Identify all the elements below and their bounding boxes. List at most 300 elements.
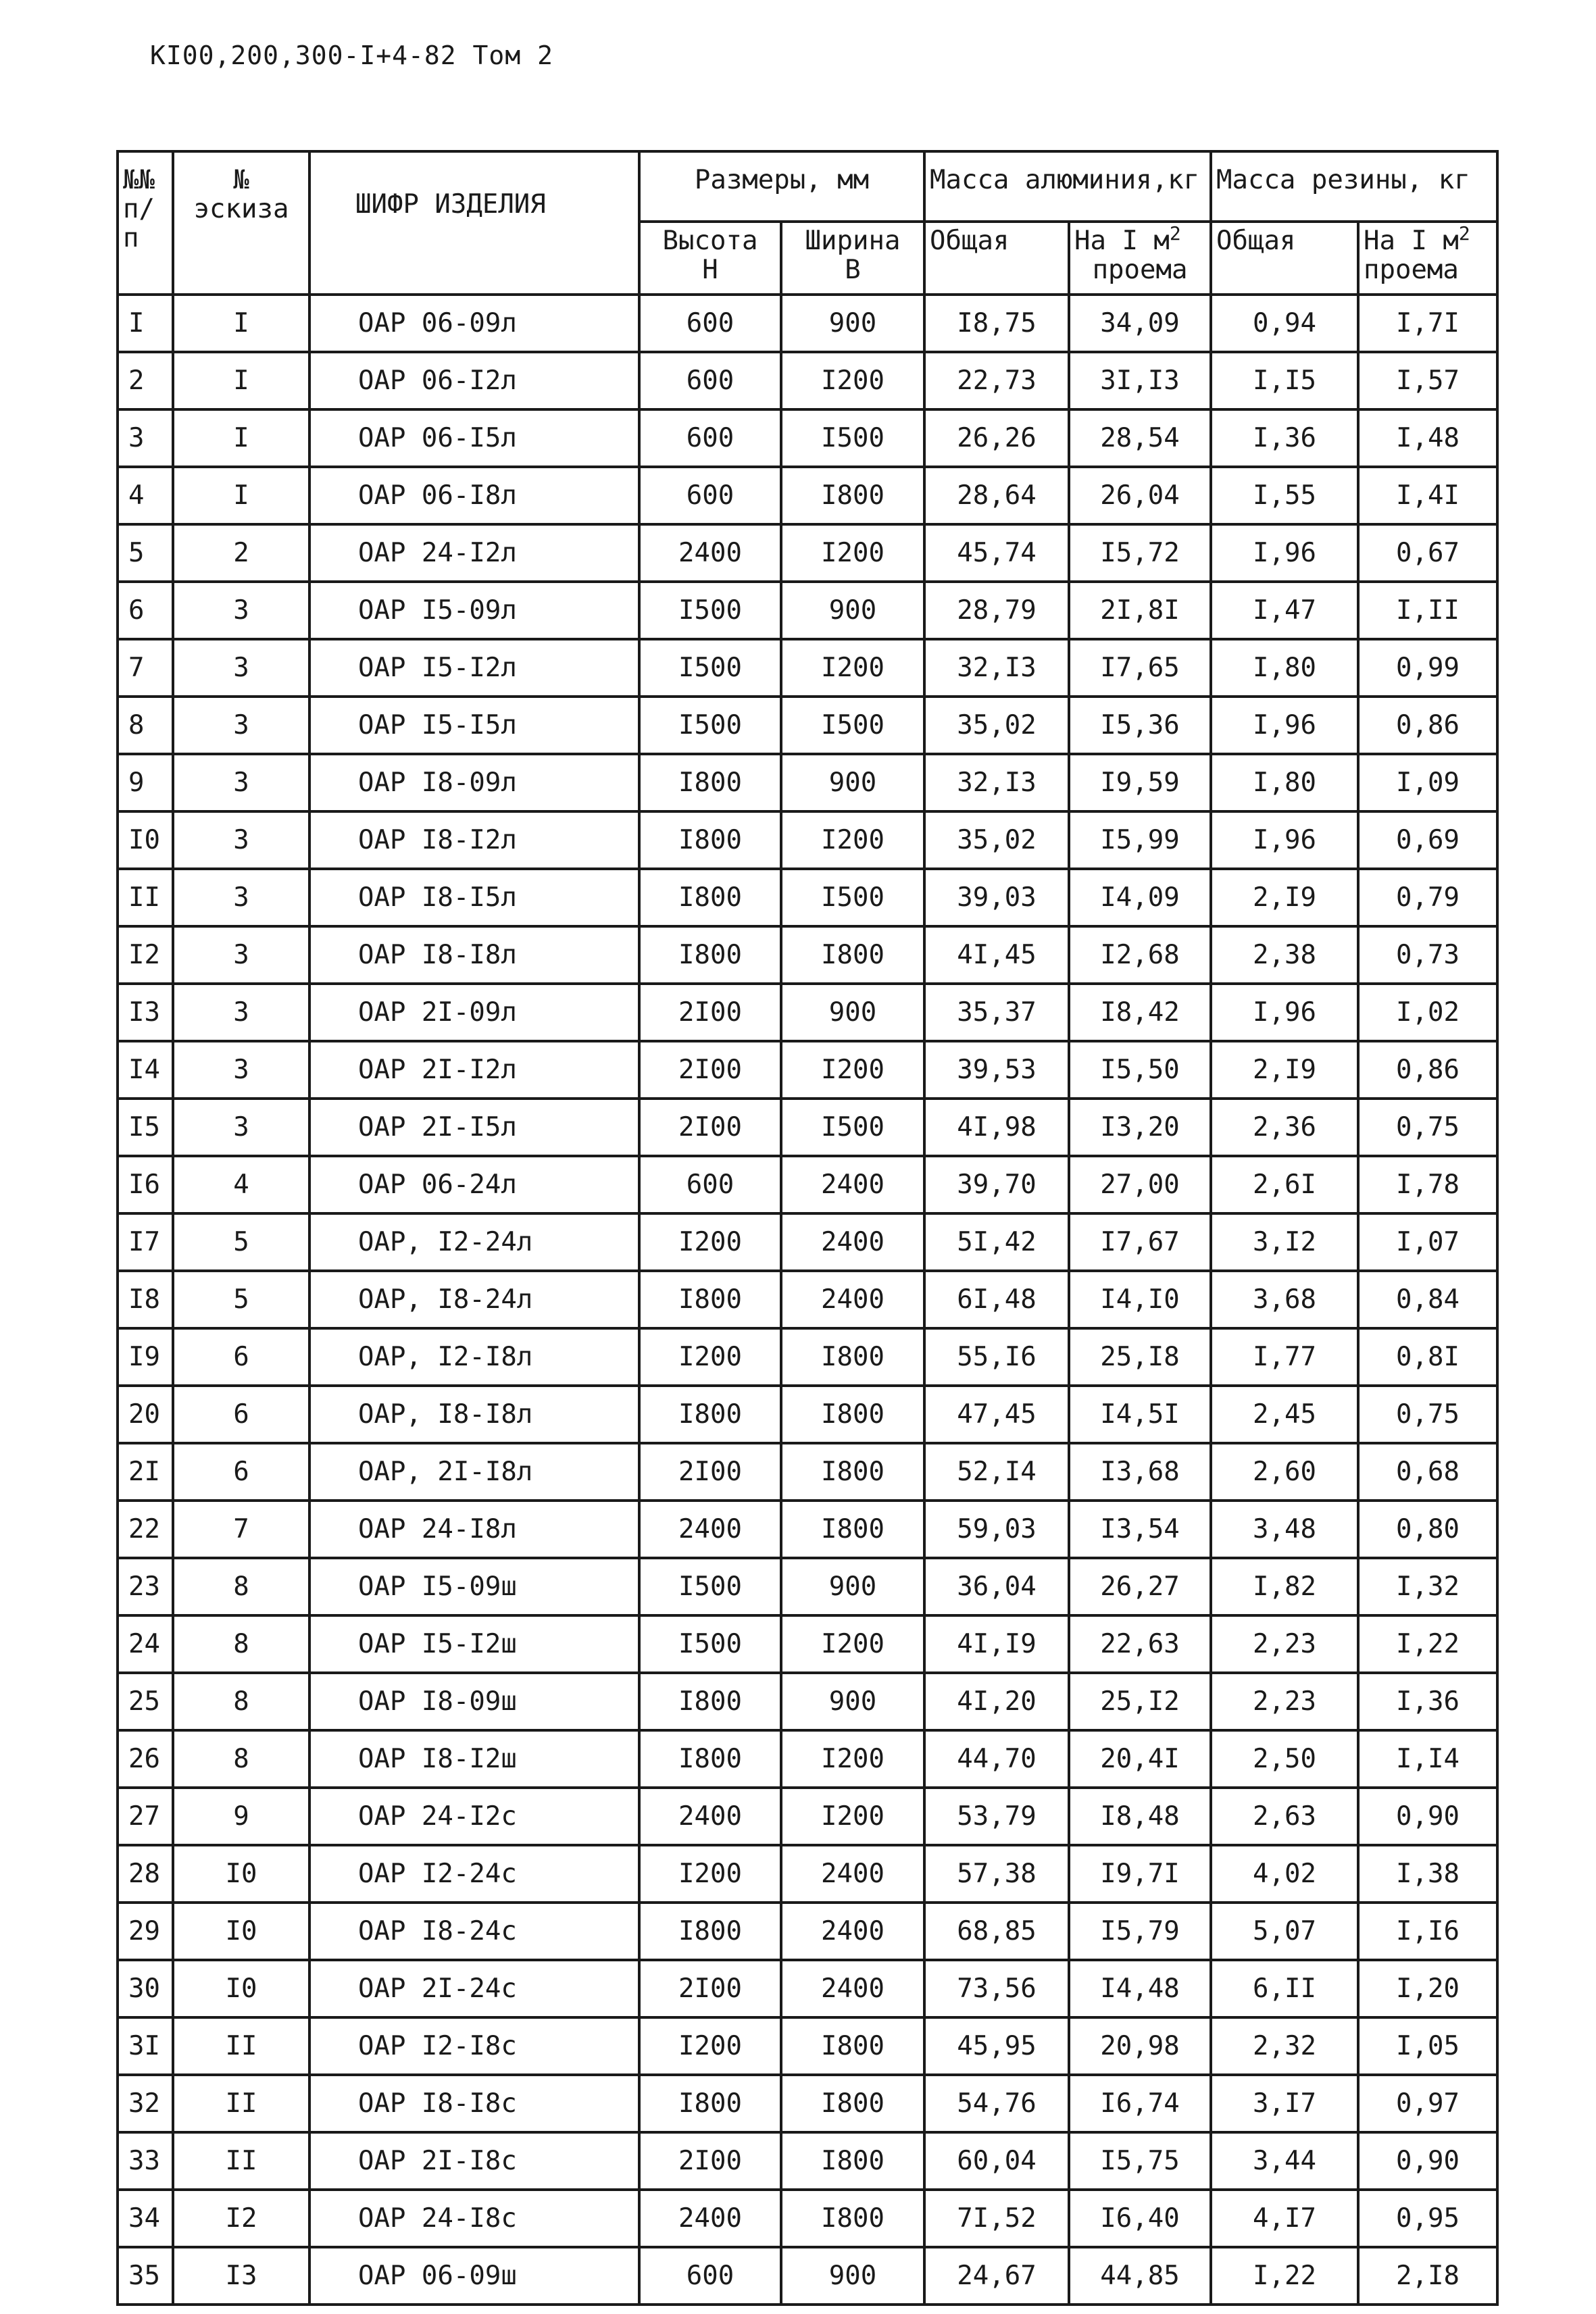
header-sizes: Размеры, мм [639,151,924,222]
cell-height: I800 [639,1730,781,1788]
table-row [118,1386,1497,1443]
cell-product-code: ОАР 06-I5л [309,409,639,467]
table-row [118,1845,1497,1903]
cell-rubber-per-m2: I,22 [1358,1615,1497,1673]
cell-width: I200 [781,1730,924,1788]
cell-height: I200 [639,1328,781,1386]
cell-height: I800 [639,926,781,984]
cell-height: I800 [639,1271,781,1328]
cell-width: I500 [781,869,924,926]
cell-row-number: 32 [118,2075,173,2132]
cell-rubber-total: I,80 [1211,754,1358,811]
cell-sketch-number: 9 [173,1788,309,1845]
header-sketch-number: № эскиза [173,151,309,295]
cell-alu-total: 47,45 [924,1386,1069,1443]
cell-alu-per-m2: I2,68 [1069,926,1211,984]
cell-alu-total: 35,02 [924,811,1069,869]
cell-rubber-total: 2,23 [1211,1615,1358,1673]
cell-alu-per-m2: 3I,I3 [1069,352,1211,409]
cell-row-number: 30 [118,1960,173,2017]
cell-product-code: ОАР I5-I2ш [309,1615,639,1673]
table-row [118,1903,1497,1960]
cell-width: I500 [781,697,924,754]
cell-rubber-per-m2: I,57 [1358,352,1497,409]
cell-row-number: 24 [118,1615,173,1673]
cell-row-number: I0 [118,811,173,869]
cell-alu-total: 60,04 [924,2132,1069,2190]
cell-sketch-number: 3 [173,811,309,869]
cell-product-code: ОАР 24-I8с [309,2190,639,2247]
cell-alu-per-m2: I5,72 [1069,524,1211,582]
cell-alu-per-m2: 20,98 [1069,2017,1211,2075]
cell-alu-per-m2: I7,67 [1069,1213,1211,1271]
cell-alu-total: 39,70 [924,1156,1069,1213]
cell-width: I800 [781,2075,924,2132]
cell-rubber-total: 6,II [1211,1960,1358,2017]
cell-height: 2I00 [639,1443,781,1501]
cell-rubber-per-m2: I,38 [1358,1845,1497,1903]
cell-height: 2400 [639,2190,781,2247]
cell-rubber-per-m2: 0,90 [1358,1788,1497,1845]
cell-rubber-total: I,36 [1211,409,1358,467]
cell-row-number: 26 [118,1730,173,1788]
cell-rubber-total: I,47 [1211,582,1358,639]
cell-height: 2I00 [639,1960,781,2017]
cell-product-code: ОАР 24-I2л [309,524,639,582]
cell-alu-total: 57,38 [924,1845,1069,1903]
cell-row-number: 23 [118,1558,173,1615]
cell-rubber-total: I,96 [1211,984,1358,1041]
cell-product-code: ОАР I5-09л [309,582,639,639]
cell-sketch-number: 7 [173,1501,309,1558]
cell-width: I800 [781,1501,924,1558]
cell-alu-total: 39,03 [924,869,1069,926]
cell-alu-per-m2: I5,99 [1069,811,1211,869]
cell-alu-per-m2: I8,42 [1069,984,1211,1041]
cell-rubber-per-m2: I,07 [1358,1213,1497,1271]
cell-product-code: ОАР 2I-09л [309,984,639,1041]
cell-alu-total: 32,I3 [924,639,1069,697]
cell-sketch-number: I0 [173,1903,309,1960]
cell-rubber-total: 3,I2 [1211,1213,1358,1271]
cell-row-number: I3 [118,984,173,1041]
cell-alu-total: 44,70 [924,1730,1069,1788]
table-row [118,467,1497,524]
cell-height: I500 [639,1558,781,1615]
table-row [118,1730,1497,1788]
cell-rubber-total: I,96 [1211,524,1358,582]
header-rubber-per-m2: На I $м^2$ проема [1358,222,1497,295]
cell-alu-total: 45,95 [924,2017,1069,2075]
cell-width: I200 [781,524,924,582]
cell-sketch-number: I [173,295,309,352]
cell-alu-total: 54,76 [924,2075,1069,2132]
cell-row-number: 2I [118,1443,173,1501]
cell-alu-total: I8,75 [924,295,1069,352]
cell-product-code: ОАР, I2-I8л [309,1328,639,1386]
table-row [118,1213,1497,1271]
cell-product-code: ОАР, I2-24л [309,1213,639,1271]
table-row [118,1041,1497,1099]
cell-product-code: ОАР I8-I5л [309,869,639,926]
table-row [118,1501,1497,1558]
cell-rubber-total: 2,32 [1211,2017,1358,2075]
table-row [118,984,1497,1041]
cell-width: I200 [781,1041,924,1099]
cell-height: 2I00 [639,984,781,1041]
table-row [118,1328,1497,1386]
cell-row-number: 20 [118,1386,173,1443]
cell-alu-total: 7I,52 [924,2190,1069,2247]
cell-sketch-number: II [173,2132,309,2190]
cell-sketch-number: 5 [173,1213,309,1271]
cell-row-number: 25 [118,1673,173,1730]
cell-width: 900 [781,754,924,811]
cell-product-code: ОАР I5-I2л [309,639,639,697]
cell-height: I200 [639,2017,781,2075]
cell-alu-total: 4I,98 [924,1099,1069,1156]
cell-alu-per-m2: 22,63 [1069,1615,1211,1673]
cell-sketch-number: I0 [173,1845,309,1903]
cell-row-number: I4 [118,1041,173,1099]
table-row [118,1099,1497,1156]
cell-alu-per-m2: I9,59 [1069,754,1211,811]
cell-width: 2400 [781,1213,924,1271]
cell-width: I200 [781,1615,924,1673]
cell-height: I500 [639,639,781,697]
cell-sketch-number: 6 [173,1386,309,1443]
cell-product-code: ОАР 2I-24с [309,1960,639,2017]
cell-rubber-total: 0,94 [1211,295,1358,352]
cell-width: 2400 [781,1960,924,2017]
cell-alu-per-m2: I5,50 [1069,1041,1211,1099]
cell-rubber-per-m2: 0,86 [1358,697,1497,754]
cell-alu-per-m2: I6,74 [1069,2075,1211,2132]
cell-alu-total: 35,02 [924,697,1069,754]
cell-rubber-per-m2: I,I4 [1358,1730,1497,1788]
cell-height: I800 [639,2075,781,2132]
cell-product-code: ОАР 24-I8л [309,1501,639,1558]
cell-rubber-total: 4,02 [1211,1845,1358,1903]
cell-row-number: I6 [118,1156,173,1213]
cell-height: I500 [639,582,781,639]
cell-alu-total: 6I,48 [924,1271,1069,1328]
cell-sketch-number: 2 [173,524,309,582]
cell-alu-total: 22,73 [924,352,1069,409]
cell-rubber-total: 3,44 [1211,2132,1358,2190]
cell-rubber-total: 2,38 [1211,926,1358,984]
cell-rubber-total: 3,I7 [1211,2075,1358,2132]
cell-width: I200 [781,352,924,409]
table-row [118,409,1497,467]
table-row [118,1615,1497,1673]
cell-alu-per-m2: I9,7I [1069,1845,1211,1903]
table-row [118,1156,1497,1213]
cell-height: I500 [639,697,781,754]
cell-alu-total: 59,03 [924,1501,1069,1558]
cell-product-code: ОАР 2I-I5л [309,1099,639,1156]
cell-rubber-total: 5,07 [1211,1903,1358,1960]
cell-rubber-per-m2: 0,75 [1358,1099,1497,1156]
cell-row-number: I7 [118,1213,173,1271]
cell-rubber-total: 2,23 [1211,1673,1358,1730]
header-aluminium-mass: Масса алюминия,кг [924,151,1211,222]
cell-product-code: ОАР, I8-24л [309,1271,639,1328]
cell-alu-total: 68,85 [924,1903,1069,1960]
table-row [118,1558,1497,1615]
table-row [118,639,1497,697]
cell-width: 2400 [781,1271,924,1328]
cell-rubber-per-m2: I,20 [1358,1960,1497,2017]
cell-sketch-number: II [173,2017,309,2075]
cell-alu-per-m2: I6,40 [1069,2190,1211,2247]
table-row [118,1788,1497,1845]
cell-rubber-per-m2: 0,84 [1358,1271,1497,1328]
header-width: Ширина В [781,222,924,295]
cell-width: I800 [781,2017,924,2075]
cell-width: I200 [781,811,924,869]
cell-width: 2400 [781,1845,924,1903]
cell-product-code: ОАР I8-I2л [309,811,639,869]
cell-rubber-total: 2,63 [1211,1788,1358,1845]
cell-height: I800 [639,869,781,926]
cell-row-number: 27 [118,1788,173,1845]
cell-sketch-number: I [173,352,309,409]
cell-alu-per-m2: I3,20 [1069,1099,1211,1156]
cell-sketch-number: 3 [173,869,309,926]
cell-width: I800 [781,1328,924,1386]
cell-rubber-per-m2: 0,75 [1358,1386,1497,1443]
cell-rubber-per-m2: 0,97 [1358,2075,1497,2132]
cell-alu-per-m2: 26,04 [1069,467,1211,524]
table-row [118,869,1497,926]
cell-sketch-number: I0 [173,1960,309,2017]
cell-row-number: 28 [118,1845,173,1903]
cell-product-code: ОАР I5-I5л [309,697,639,754]
cell-rubber-total: 2,60 [1211,1443,1358,1501]
cell-alu-total: 4I,45 [924,926,1069,984]
cell-rubber-total: 2,I9 [1211,869,1358,926]
cell-height: 2I00 [639,1041,781,1099]
table-header-row [118,151,1497,222]
table-row [118,2132,1497,2190]
cell-width: I200 [781,639,924,697]
table-row [118,1960,1497,2017]
cell-sketch-number: 3 [173,582,309,639]
cell-height: I800 [639,754,781,811]
cell-sketch-number: 8 [173,1730,309,1788]
cell-rubber-per-m2: I,78 [1358,1156,1497,1213]
cell-height: I200 [639,1845,781,1903]
cell-rubber-total: I,82 [1211,1558,1358,1615]
cell-width: I500 [781,1099,924,1156]
cell-product-code: ОАР I8-I8с [309,2075,639,2132]
cell-row-number: 3 [118,409,173,467]
cell-product-code: ОАР I5-09ш [309,1558,639,1615]
cell-alu-per-m2: I4,48 [1069,1960,1211,2017]
cell-height: I800 [639,1386,781,1443]
cell-rubber-total: I,I5 [1211,352,1358,409]
cell-height: 2400 [639,1501,781,1558]
cell-height: 600 [639,467,781,524]
cell-height: 600 [639,295,781,352]
cell-alu-per-m2: 44,85 [1069,2247,1211,2305]
cell-width: I800 [781,2132,924,2190]
cell-height: 600 [639,1156,781,1213]
cell-alu-per-m2: 26,27 [1069,1558,1211,1615]
cell-product-code: ОАР I2-I8с [309,2017,639,2075]
cell-height: 2I00 [639,2132,781,2190]
table-row [118,754,1497,811]
cell-rubber-per-m2: I,48 [1358,409,1497,467]
cell-width: 900 [781,2247,924,2305]
cell-alu-total: 4I,I9 [924,1615,1069,1673]
cell-alu-total: 26,26 [924,409,1069,467]
cell-row-number: 2 [118,352,173,409]
cell-product-code: ОАР I8-09ш [309,1673,639,1730]
cell-row-number: 7 [118,639,173,697]
cell-row-number: 8 [118,697,173,754]
cell-rubber-per-m2: 2,I8 [1358,2247,1497,2305]
cell-rubber-per-m2: 0,99 [1358,639,1497,697]
cell-height: I800 [639,811,781,869]
cell-rubber-total: 4,I7 [1211,2190,1358,2247]
cell-row-number: 22 [118,1501,173,1558]
cell-width: I800 [781,1386,924,1443]
cell-row-number: I8 [118,1271,173,1328]
cell-height: 600 [639,409,781,467]
cell-alu-total: 32,I3 [924,754,1069,811]
header-height: Высота Н [639,222,781,295]
cell-product-code: ОАР 06-I2л [309,352,639,409]
header-rubber-mass: Масса резины, кг [1211,151,1497,222]
cell-rubber-per-m2: I,36 [1358,1673,1497,1730]
cell-alu-total: 52,I4 [924,1443,1069,1501]
cell-sketch-number: I [173,409,309,467]
cell-alu-per-m2: 34,09 [1069,295,1211,352]
cell-rubber-total: I,80 [1211,639,1358,697]
cell-rubber-per-m2: 0,80 [1358,1501,1497,1558]
cell-product-code: ОАР, 2I-I8л [309,1443,639,1501]
table-row [118,352,1497,409]
cell-rubber-per-m2: 0,73 [1358,926,1497,984]
table-row [118,926,1497,984]
cell-alu-total: 36,04 [924,1558,1069,1615]
cell-rubber-total: 3,68 [1211,1271,1358,1328]
cell-width: I200 [781,1788,924,1845]
cell-rubber-total: I,22 [1211,2247,1358,2305]
cell-product-code: ОАР I8-I8л [309,926,639,984]
cell-alu-per-m2: I5,75 [1069,2132,1211,2190]
table-row [118,524,1497,582]
cell-alu-per-m2: I3,68 [1069,1443,1211,1501]
table-body [118,295,1497,2305]
cell-width: 900 [781,295,924,352]
cell-sketch-number: 3 [173,1041,309,1099]
cell-rubber-total: 2,I9 [1211,1041,1358,1099]
cell-alu-total: 4I,20 [924,1673,1069,1730]
table-row [118,2247,1497,2305]
cell-width: I800 [781,2190,924,2247]
cell-sketch-number: 3 [173,754,309,811]
cell-rubber-per-m2: 0,95 [1358,2190,1497,2247]
cell-sketch-number: 3 [173,639,309,697]
product-spec-table [116,150,1499,2306]
table-row [118,811,1497,869]
cell-rubber-per-m2: 0,86 [1358,1041,1497,1099]
cell-row-number: I9 [118,1328,173,1386]
cell-sketch-number: 4 [173,1156,309,1213]
cell-sketch-number: 8 [173,1615,309,1673]
cell-row-number: 3I [118,2017,173,2075]
cell-rubber-total: 2,50 [1211,1730,1358,1788]
cell-row-number: 6 [118,582,173,639]
cell-sketch-number: 3 [173,697,309,754]
cell-row-number: 4 [118,467,173,524]
cell-alu-per-m2: I4,09 [1069,869,1211,926]
cell-row-number: 34 [118,2190,173,2247]
cell-height: 2400 [639,1788,781,1845]
table-row [118,2190,1497,2247]
cell-width: I500 [781,409,924,467]
table-row [118,697,1497,754]
cell-width: 900 [781,984,924,1041]
cell-alu-per-m2: 20,4I [1069,1730,1211,1788]
cell-sketch-number: 3 [173,926,309,984]
cell-sketch-number: 3 [173,1099,309,1156]
table-row [118,1673,1497,1730]
cell-row-number: 29 [118,1903,173,1960]
cell-alu-per-m2: 27,00 [1069,1156,1211,1213]
cell-product-code: ОАР 24-I2с [309,1788,639,1845]
cell-rubber-total: I,55 [1211,467,1358,524]
cell-width: I800 [781,467,924,524]
cell-alu-per-m2: I7,65 [1069,639,1211,697]
cell-width: 2400 [781,1156,924,1213]
cell-width: 900 [781,1673,924,1730]
header-alu-per-m2: На I $м^2$ проема [1069,222,1211,295]
cell-alu-total: 5I,42 [924,1213,1069,1271]
cell-rubber-per-m2: 0,67 [1358,524,1497,582]
cell-alu-per-m2: 25,I2 [1069,1673,1211,1730]
cell-product-code: ОАР 2I-I8с [309,2132,639,2190]
cell-alu-total: 73,56 [924,1960,1069,2017]
cell-rubber-per-m2: 0,90 [1358,2132,1497,2190]
cell-height: I800 [639,1903,781,1960]
cell-height: I500 [639,1615,781,1673]
cell-rubber-total: I,96 [1211,811,1358,869]
cell-row-number: 33 [118,2132,173,2190]
cell-product-code: ОАР 06-09ш [309,2247,639,2305]
cell-sketch-number: I2 [173,2190,309,2247]
cell-alu-total: 35,37 [924,984,1069,1041]
cell-rubber-per-m2: I,4I [1358,467,1497,524]
cell-product-code: ОАР 06-I8л [309,467,639,524]
cell-rubber-total: I,77 [1211,1328,1358,1386]
cell-product-code: ОАР 2I-I2л [309,1041,639,1099]
cell-rubber-per-m2: 0,8I [1358,1328,1497,1386]
cell-row-number: 35 [118,2247,173,2305]
table-row [118,582,1497,639]
cell-alu-total: 39,53 [924,1041,1069,1099]
table-row [118,295,1497,352]
table-row [118,1271,1497,1328]
cell-height: 600 [639,352,781,409]
cell-height: 2400 [639,524,781,582]
cell-height: I200 [639,1213,781,1271]
cell-height: I800 [639,1673,781,1730]
cell-alu-total: 45,74 [924,524,1069,582]
